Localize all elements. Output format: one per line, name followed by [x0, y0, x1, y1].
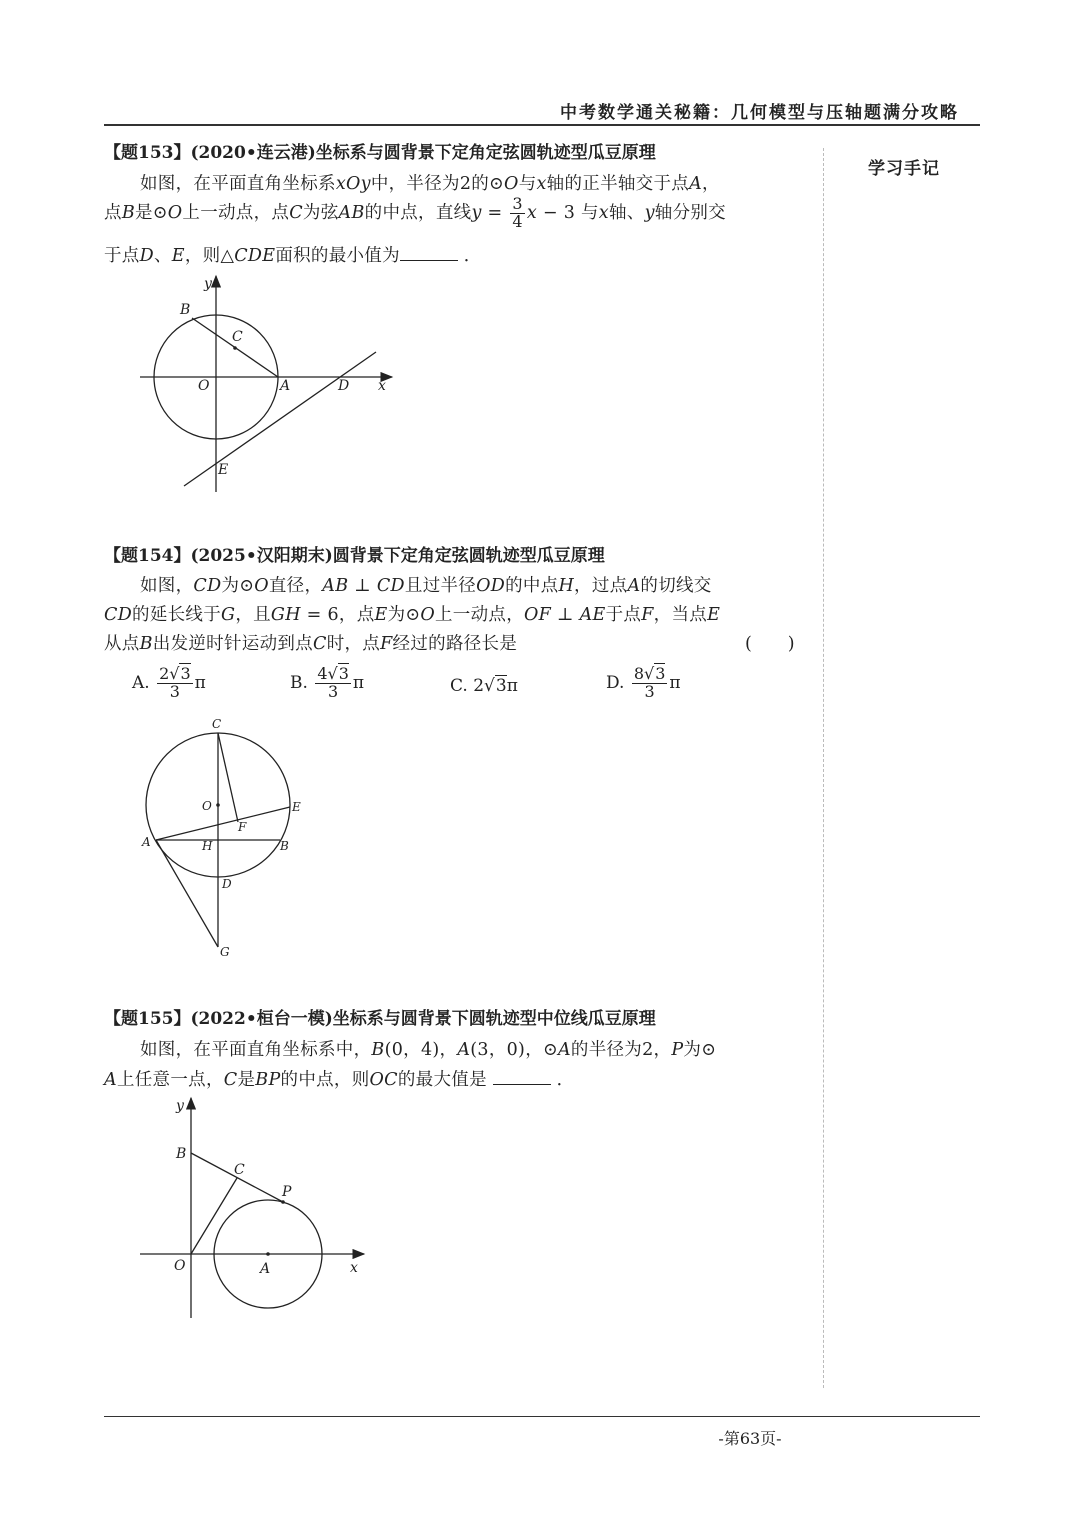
footer-rule: [104, 1416, 980, 1417]
page-number: -第63页-: [718, 1429, 782, 1448]
q154-line3: 从点B出发逆时针运动到点C时，点F经过的路径长是: [104, 634, 518, 654]
header-rule: [104, 124, 980, 126]
q154-label-G: G: [220, 945, 230, 959]
q154-option-a[interactable]: A. $\frac{2√3}{3}$ π: [132, 664, 206, 701]
q154-answer-paren[interactable]: ( ): [745, 634, 795, 654]
q153-label-C: C: [232, 329, 243, 345]
q154-label-F: F: [238, 820, 247, 834]
q154-label-E: E: [292, 800, 301, 814]
q154-label-D: D: [222, 877, 232, 891]
q153-label-x: x: [378, 378, 386, 394]
q154-option-b[interactable]: B. $\frac{4√3}{3}$ π: [290, 664, 365, 701]
q155-figure: [130, 1092, 380, 1322]
q153-line3: 于点D、E，则△CDE面积的最小值为 ．: [104, 242, 482, 267]
q154-label-O: O: [202, 799, 212, 813]
q153-heading: 【题153】(2020•连云港)坐标系与圆背景下定角定弦圆轨迹型瓜豆原理: [104, 143, 656, 163]
q155-label-A: A: [260, 1261, 271, 1277]
q153-label-D: D: [338, 378, 350, 394]
q154-line2: CD的延长线于G，且GH = 6，点E为⊙O上一动点，OF ⊥ AE于点F，当点E: [104, 605, 721, 625]
q153-figure: [130, 270, 400, 495]
q154-label-B: B: [280, 839, 289, 853]
q154-figure: [130, 712, 330, 962]
q154-option-c[interactable]: C. 2√3π: [450, 676, 518, 696]
header-title: 中考数学通关秘籍：几何模型与压轴题满分攻略: [560, 103, 959, 123]
q154-line1: 如图，CD为⊙O直径，AB ⊥ CD且过半径OD的中点H，过点A的切线交: [140, 576, 712, 596]
q155-label-x: x: [350, 1260, 358, 1276]
q155-line1: 如图，在平面直角坐标系中，B(0，4)，A(3，0)，⊙A的半径为2，P为⊙: [140, 1040, 717, 1060]
notes-separator: [823, 148, 824, 1388]
q153-label-O: O: [198, 378, 210, 394]
q153-line1: 如图，在平面直角坐标系xOy中，半径为2的⊙O与x轴的正半轴交于点A，: [140, 174, 720, 194]
q155-label-C: C: [234, 1162, 245, 1178]
q153-label-B: B: [180, 302, 191, 318]
q153-line2: 点B是⊙O上一动点，点C为弦AB的中点，直线y = $\frac{3}{4}$ x − 3 与x轴、y轴分别交: [104, 194, 726, 231]
q154-heading: 【题154】(2025•汉阳期末)圆背景下定角定弦圆轨迹型瓜豆原理: [104, 546, 605, 566]
q154-label-A: A: [142, 835, 151, 849]
q153-label-E: E: [218, 462, 229, 478]
notes-label: 学习手记: [868, 159, 940, 179]
q155-label-y: y: [176, 1098, 184, 1114]
q155-label-O: O: [174, 1258, 186, 1274]
q155-label-B: B: [176, 1146, 187, 1162]
q155-line2: A上任意一点，C是BP的中点，则OC的最大值是 ．: [104, 1066, 574, 1091]
q153-label-A: A: [280, 378, 291, 394]
q153-fraction: $\frac{3}{4}$: [512, 194, 523, 231]
q153-answer-blank[interactable]: [400, 243, 458, 262]
q153-label-y: y: [204, 276, 212, 292]
q155-label-P: P: [282, 1184, 292, 1200]
q154-label-H: H: [202, 839, 213, 853]
q154-label-C: C: [212, 717, 222, 731]
q154-option-d[interactable]: D. $\frac{8√3}{3}$ π: [606, 664, 681, 701]
q155-heading: 【题155】(2022•桓台一模)坐标系与圆背景下圆轨迹型中位线瓜豆原理: [104, 1009, 656, 1029]
q155-answer-blank[interactable]: [493, 1067, 551, 1086]
